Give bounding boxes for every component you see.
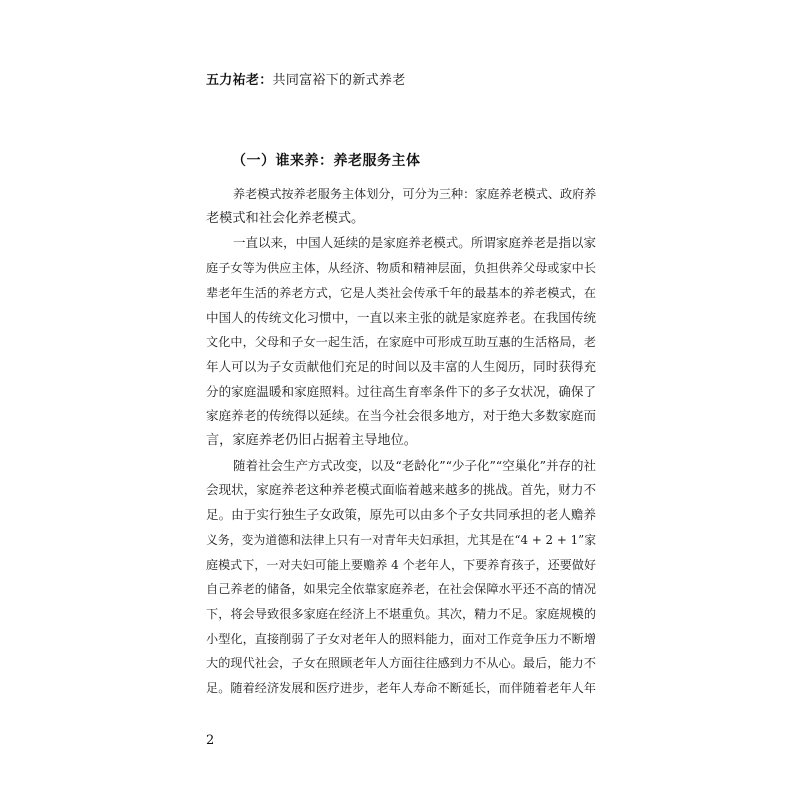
- running-header: [206, 69, 406, 88]
- body-text: [206, 182, 596, 701]
- paragraph-line: 老模式和社会化养老模式。: [206, 210, 365, 226]
- paragraph-line: 分的家庭温暖和家庭照料。过往高生育率条件下的多子女状况，确保了: [206, 383, 596, 399]
- paragraph-line: 中国人的传统文化习惯中，一直以来主张的就是家庭养老。在我国传统: [206, 309, 596, 325]
- page-number: 2: [206, 733, 215, 748]
- paragraph-line: 随着社会生产方式改变，以及“老龄化”“少子化”“空巢化”并存的社: [233, 457, 596, 473]
- paragraph-line: 言，家庭养老仍旧占据着主导地位。: [206, 433, 417, 449]
- paragraph-line: 自己养老的储备，如果完全依靠家庭养老，在社会保障水平还不高的情况: [206, 582, 596, 597]
- paragraph-line: 养老模式按养老服务主体划分，可分为三种：家庭养老模式、政府养: [233, 187, 597, 201]
- paragraph-line: 年人可以为子女贡献他们充足的时间以及丰富的人生阅历，同时获得充: [206, 358, 596, 374]
- paragraph-line: 小型化，直接削弱了子女对老年人的照料能力，面对工作竞争压力不断增: [206, 631, 596, 646]
- paragraph-line: 下，将会导致很多家庭在经济上不堪重负。其次，精力不足。家庭规模的: [206, 606, 596, 621]
- paragraph-line: 辈老年生活的养老方式，它是人类社会传承千年的最基本的养老模式，在: [206, 285, 596, 300]
- paragraph-3: [206, 454, 596, 701]
- paragraph-line: 大的现代社会，子女在照顾老年人方面往往感到力不从心。最后，能力不: [206, 656, 596, 671]
- paragraph-line: 义务，变为道德和法律上只有一对青年夫妇承担，尤其是在“4 + 2 + 1”家: [206, 532, 596, 547]
- paragraph-line: 足。随着经济发展和医疗进步，老年人寿命不断延长，而伴随着老年人年: [206, 681, 596, 696]
- paragraph-2: [206, 231, 596, 453]
- paragraph-line: 一直以来，中国人延续的是家庭养老模式。所谓家庭养老是指以家: [233, 235, 596, 251]
- section-heading: （一）谁来养：养老服务主体: [232, 153, 421, 169]
- paragraph-line: 文化中，父母和子女一起生活，在家庭中可形成互助互惠的生活格局，老: [206, 335, 596, 350]
- running-header-title-rest: 共同富裕下的新式养老: [272, 73, 406, 88]
- paragraph-line: 庭子女等为供应主体，从经济、物质和精神层面，负担供养父母或家中长: [206, 261, 596, 276]
- paragraph-line: 会现状，家庭养老这种养老模式面临着越来越多的挑战。首先，财力不: [206, 482, 596, 498]
- paragraph-line: 家庭养老的传统得以延续。在当今社会很多地方，对于绝大多数家庭而: [206, 408, 596, 424]
- paragraph-line: 庭模式下，一对夫妇可能上要赡养 4 个老年人，下要养育孩子，还要做好: [206, 557, 596, 572]
- paragraph-line: 足。由于实行独生子女政策，原先可以由多个子女共同承担的老人赡养: [206, 507, 596, 523]
- running-header-title-bold: 五力祐老：: [206, 73, 273, 88]
- paragraph-1: [206, 182, 596, 231]
